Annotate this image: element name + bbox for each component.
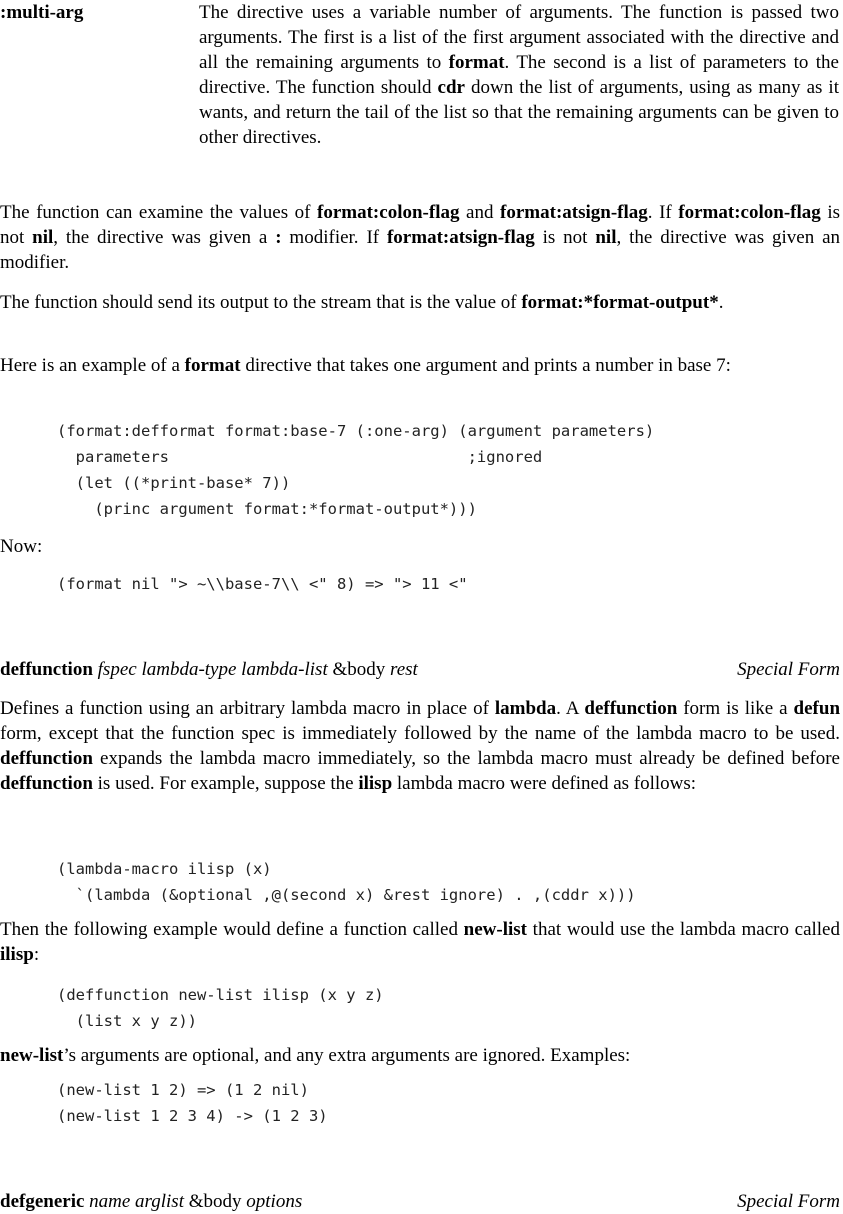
code-block-format-call [57,571,468,597]
deffunction-header [0,657,840,682]
code-line: (format nil "> ~\\base-7\\ <" 8) => "> 11 <" [57,575,468,593]
defgeneric-signature: defgeneric name arglist &body options [0,1191,303,1212]
deffunction-kind: Special Form [737,659,840,680]
code-line: (let ((*print-base* 7)) [57,474,291,492]
defgeneric-header [0,1189,840,1214]
deffunction-paragraph: Defines a function using an arbitrary lambda macro in place of lambda. A deffunction form is like a defun form, except that the function spec is immediately followed by the name of the lambda macro to be used. deffunction expands the lambda macro immediately, so the lambda macro must already be defined before deffunction is used. For example, suppose the ilisp lambda macro were defined as follows: [0,698,841,794]
code-line: (format:defformat format:base-7 (:one-arg) (argument parameters) [57,422,655,440]
code-block-newlist-examples [57,1077,328,1129]
term-description: The directive uses a variable number of arguments. The function is passed two arguments. The first is a list of the first argument associated with the directive and all the remaining arguments to format. The second is a list of parameters to the directive. The function should cdr down the list of arguments, using as many as it wants, and return the tail of the list so that the remaining arguments can be given to other directives. [199,2,839,148]
code-block-defformat [57,418,654,522]
code-line: (new-list 1 2 3 4) -> (1 2 3) [57,1107,328,1125]
code-line: (lambda-macro ilisp (x) [57,860,272,878]
newlist-paragraph: new-list’s arguments are optional, and any extra arguments are ignored. Examples: [0,1045,631,1066]
code-block-lambda-macro [57,856,636,908]
code-line: `(lambda (&optional ,@(second x) &rest ignore) . ,(cddr x))) [57,886,636,904]
flags-paragraph: The function can examine the values of format:colon-flag and format:atsign-flag. If format:colon-flag is not nil, the directive was given a : modifier. If format:atsign-flag is not nil, the directive was given an modifier. [0,202,841,273]
then-paragraph: Then the following example would define a function called new-list that would use the lambda macro called ilisp: [0,919,840,965]
code-line: parameters ;ignored [57,448,543,466]
term-key: :multi-arg [0,2,84,23]
code-line: (new-list 1 2) => (1 2 nil) [57,1081,309,1099]
code-line: (list x y z)) [57,1012,197,1030]
now-label: Now: [0,536,43,557]
code-line: (princ argument format:*format-output*))) [57,500,477,518]
defgeneric-kind: Special Form [737,1191,840,1212]
code-block-deffunction [57,982,384,1034]
output-paragraph: The function should send its output to the stream that is the value of format:*format-output*. [0,292,724,313]
example-paragraph: Here is an example of a format directive that takes one argument and prints a number in base 7: [0,355,731,376]
deffunction-signature: deffunction fspec lambda-type lambda-list &body rest [0,659,418,680]
code-line: (deffunction new-list ilisp (x y z) [57,986,384,1004]
